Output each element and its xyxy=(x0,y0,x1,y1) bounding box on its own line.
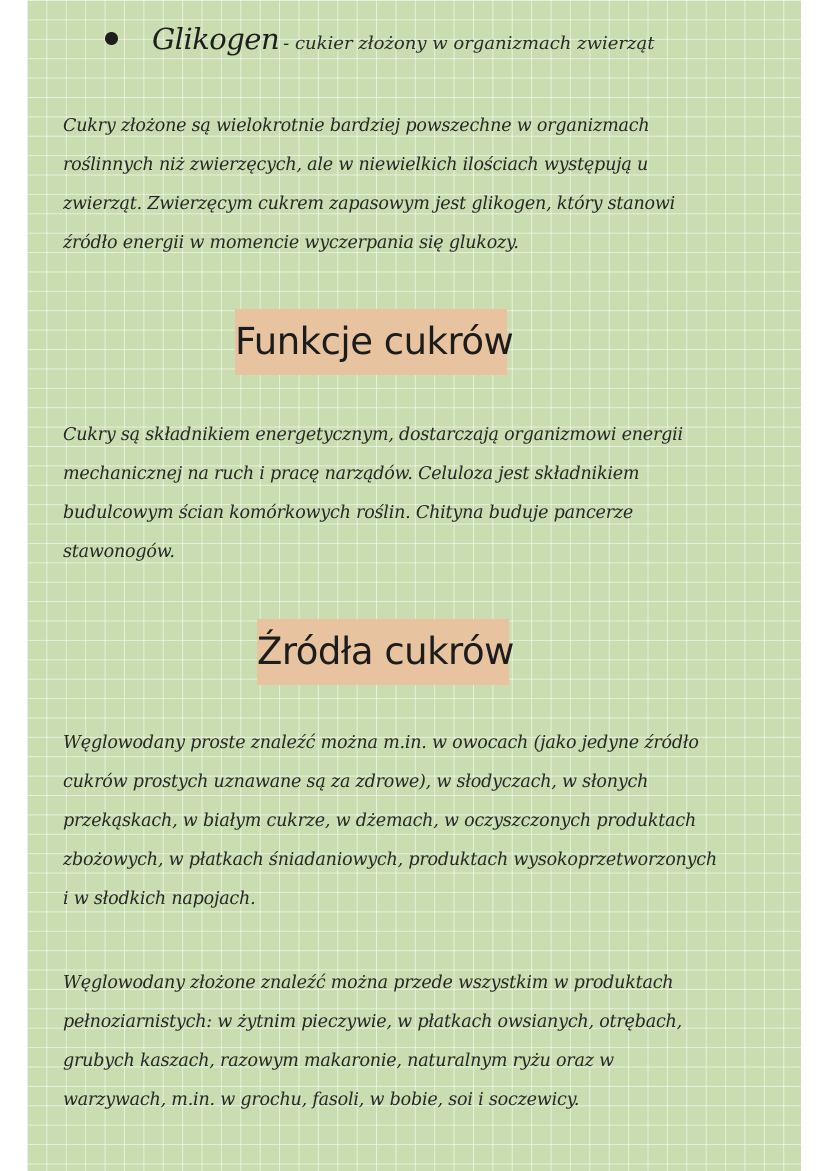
text-line: Cukry są składnikiem energetycznym, dostarczają organizmowi energii xyxy=(63,425,683,445)
text-line: grubych kaszach, razowym makaronie, naturalnym ryżu oraz w xyxy=(63,1051,614,1071)
text-line: Węglowodany złożone znaleźć można przede wszystkim w produktach xyxy=(63,973,674,993)
paragraph-simple-sugar-sources xyxy=(63,724,793,919)
text-line: zwierząt. Zwierzęcym cukrem zapasowym jest glikogen, który stanowi xyxy=(63,194,676,214)
text-line: zbożowych, w płatkach śniadaniowych, produktach wysokoprzetworzonych xyxy=(63,850,717,870)
notebook-page xyxy=(27,0,801,1171)
text-line: Cukry złożone są wielokrotnie bardziej powszechne w organizmach xyxy=(63,116,650,136)
paragraph-complex-sugar-sources xyxy=(63,964,793,1120)
text-line: stawonogów. xyxy=(63,542,175,562)
text-line: mechanicznej na ruch i pracę narządów. Celuloza jest składnikiem xyxy=(63,464,640,484)
text-line: i w słodkich napojach. xyxy=(63,889,256,909)
paragraph-functions xyxy=(63,416,793,572)
bullet-dot-icon xyxy=(105,32,118,45)
paragraph-complex-sugars xyxy=(63,107,793,263)
text-line: pełnoziarnistych: w żytnim pieczywie, w płatkach owsianych, otrębach, xyxy=(63,1012,682,1032)
text-line: przekąskach, w białym cukrze, w dżemach, w oczyszczonych produktach xyxy=(63,811,697,831)
text-line: Węglowodany proste znaleźć można m.in. w owocach (jako jedyne źródło xyxy=(63,733,699,753)
heading-funkcje-cukrow: Funkcje cukrów xyxy=(235,309,507,375)
bullet-description: - cukier złożony w organizmach zwierząt xyxy=(283,33,655,54)
text-line: cukrów prostych uznawane są za zdrowe), w słodyczach, w słonych xyxy=(63,772,649,792)
bullet-term: Glikogen xyxy=(152,22,280,56)
text-line: budulcowym ścian komórkowych roślin. Chityna buduje pancerze xyxy=(63,503,634,523)
text-line: roślinnych niż zwierzęcych, ale w niewielkich ilościach występują u xyxy=(63,155,649,175)
heading-zrodla-cukrow: Źródła cukrów xyxy=(257,619,509,685)
text-line: źródło energii w momencie wyczerpania się glukozy. xyxy=(63,233,519,253)
text-line: warzywach, m.in. w grochu, fasoli, w bobie, soi i soczewicy. xyxy=(63,1090,580,1110)
bullet-item-glikogen xyxy=(105,22,654,56)
